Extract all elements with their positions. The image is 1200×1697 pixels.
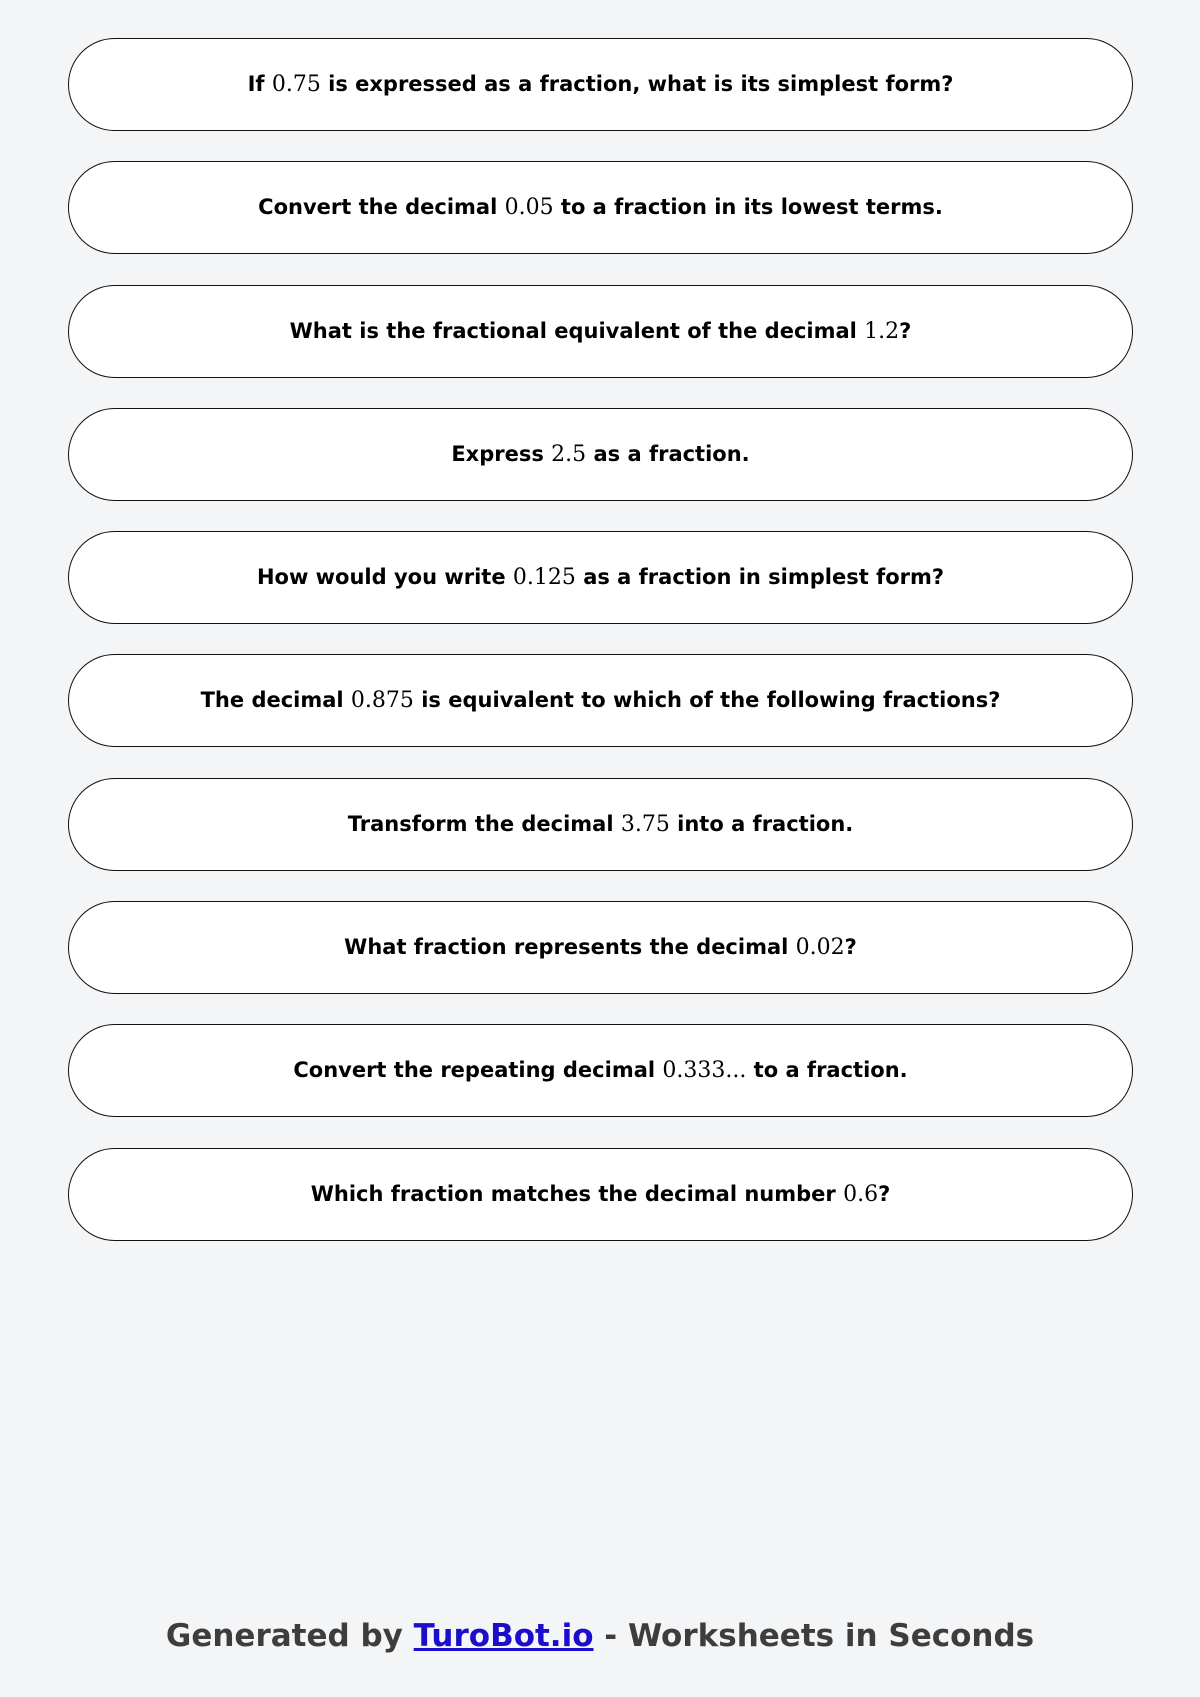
math-value: 0.125 <box>512 565 576 591</box>
math-value: 2.5 <box>551 441 587 467</box>
question-text: What fraction represents the decimal 0.02? <box>344 935 857 961</box>
question-10 <box>68 1148 1133 1241</box>
math-value: 0.875 <box>350 688 414 714</box>
question-text: Transform the decimal 3.75 into a fraction. <box>347 811 854 837</box>
question-7 <box>68 778 1133 871</box>
math-value: 0.333... <box>662 1058 747 1084</box>
question-text: If 0.75 is expressed as a fraction, what is its simplest form? <box>247 72 954 97</box>
question-text: Convert the repeating decimal 0.333... to a fraction. <box>293 1058 908 1084</box>
question-3 <box>68 285 1133 378</box>
question-text: The decimal 0.875 is equivalent to which of the following fractions? <box>200 688 1001 714</box>
turobot-link[interactable]: TuroBot.io <box>413 1618 594 1654</box>
footer-credit <box>0 1618 1200 1654</box>
question-2 <box>68 161 1133 254</box>
math-value: 0.05 <box>504 195 554 221</box>
question-text: What is the fractional equivalent of the decimal 1.2? <box>289 318 912 344</box>
math-value: 0.02 <box>795 935 845 961</box>
question-9 <box>68 1024 1133 1117</box>
question-text: Convert the decimal 0.05 to a fraction in its lowest terms. <box>258 195 943 221</box>
question-text: Which fraction matches the decimal number 0.6? <box>310 1181 891 1207</box>
math-value: 0.6 <box>843 1181 879 1207</box>
question-list <box>68 38 1133 1271</box>
math-value: 1.2 <box>864 318 900 344</box>
question-5 <box>68 531 1133 624</box>
question-6 <box>68 654 1133 747</box>
footer-prefix: Generated by <box>165 1618 414 1654</box>
math-value: 3.75 <box>620 811 670 837</box>
math-value: 0.75 <box>271 72 321 97</box>
question-text: How would you write 0.125 as a fraction in simplest form? <box>256 565 945 591</box>
question-4 <box>68 408 1133 501</box>
question-8 <box>68 901 1133 994</box>
question-text: Express 2.5 as a fraction. <box>451 441 750 467</box>
footer-suffix: - Worksheets in Seconds <box>593 1618 1035 1654</box>
question-1 <box>68 38 1133 131</box>
